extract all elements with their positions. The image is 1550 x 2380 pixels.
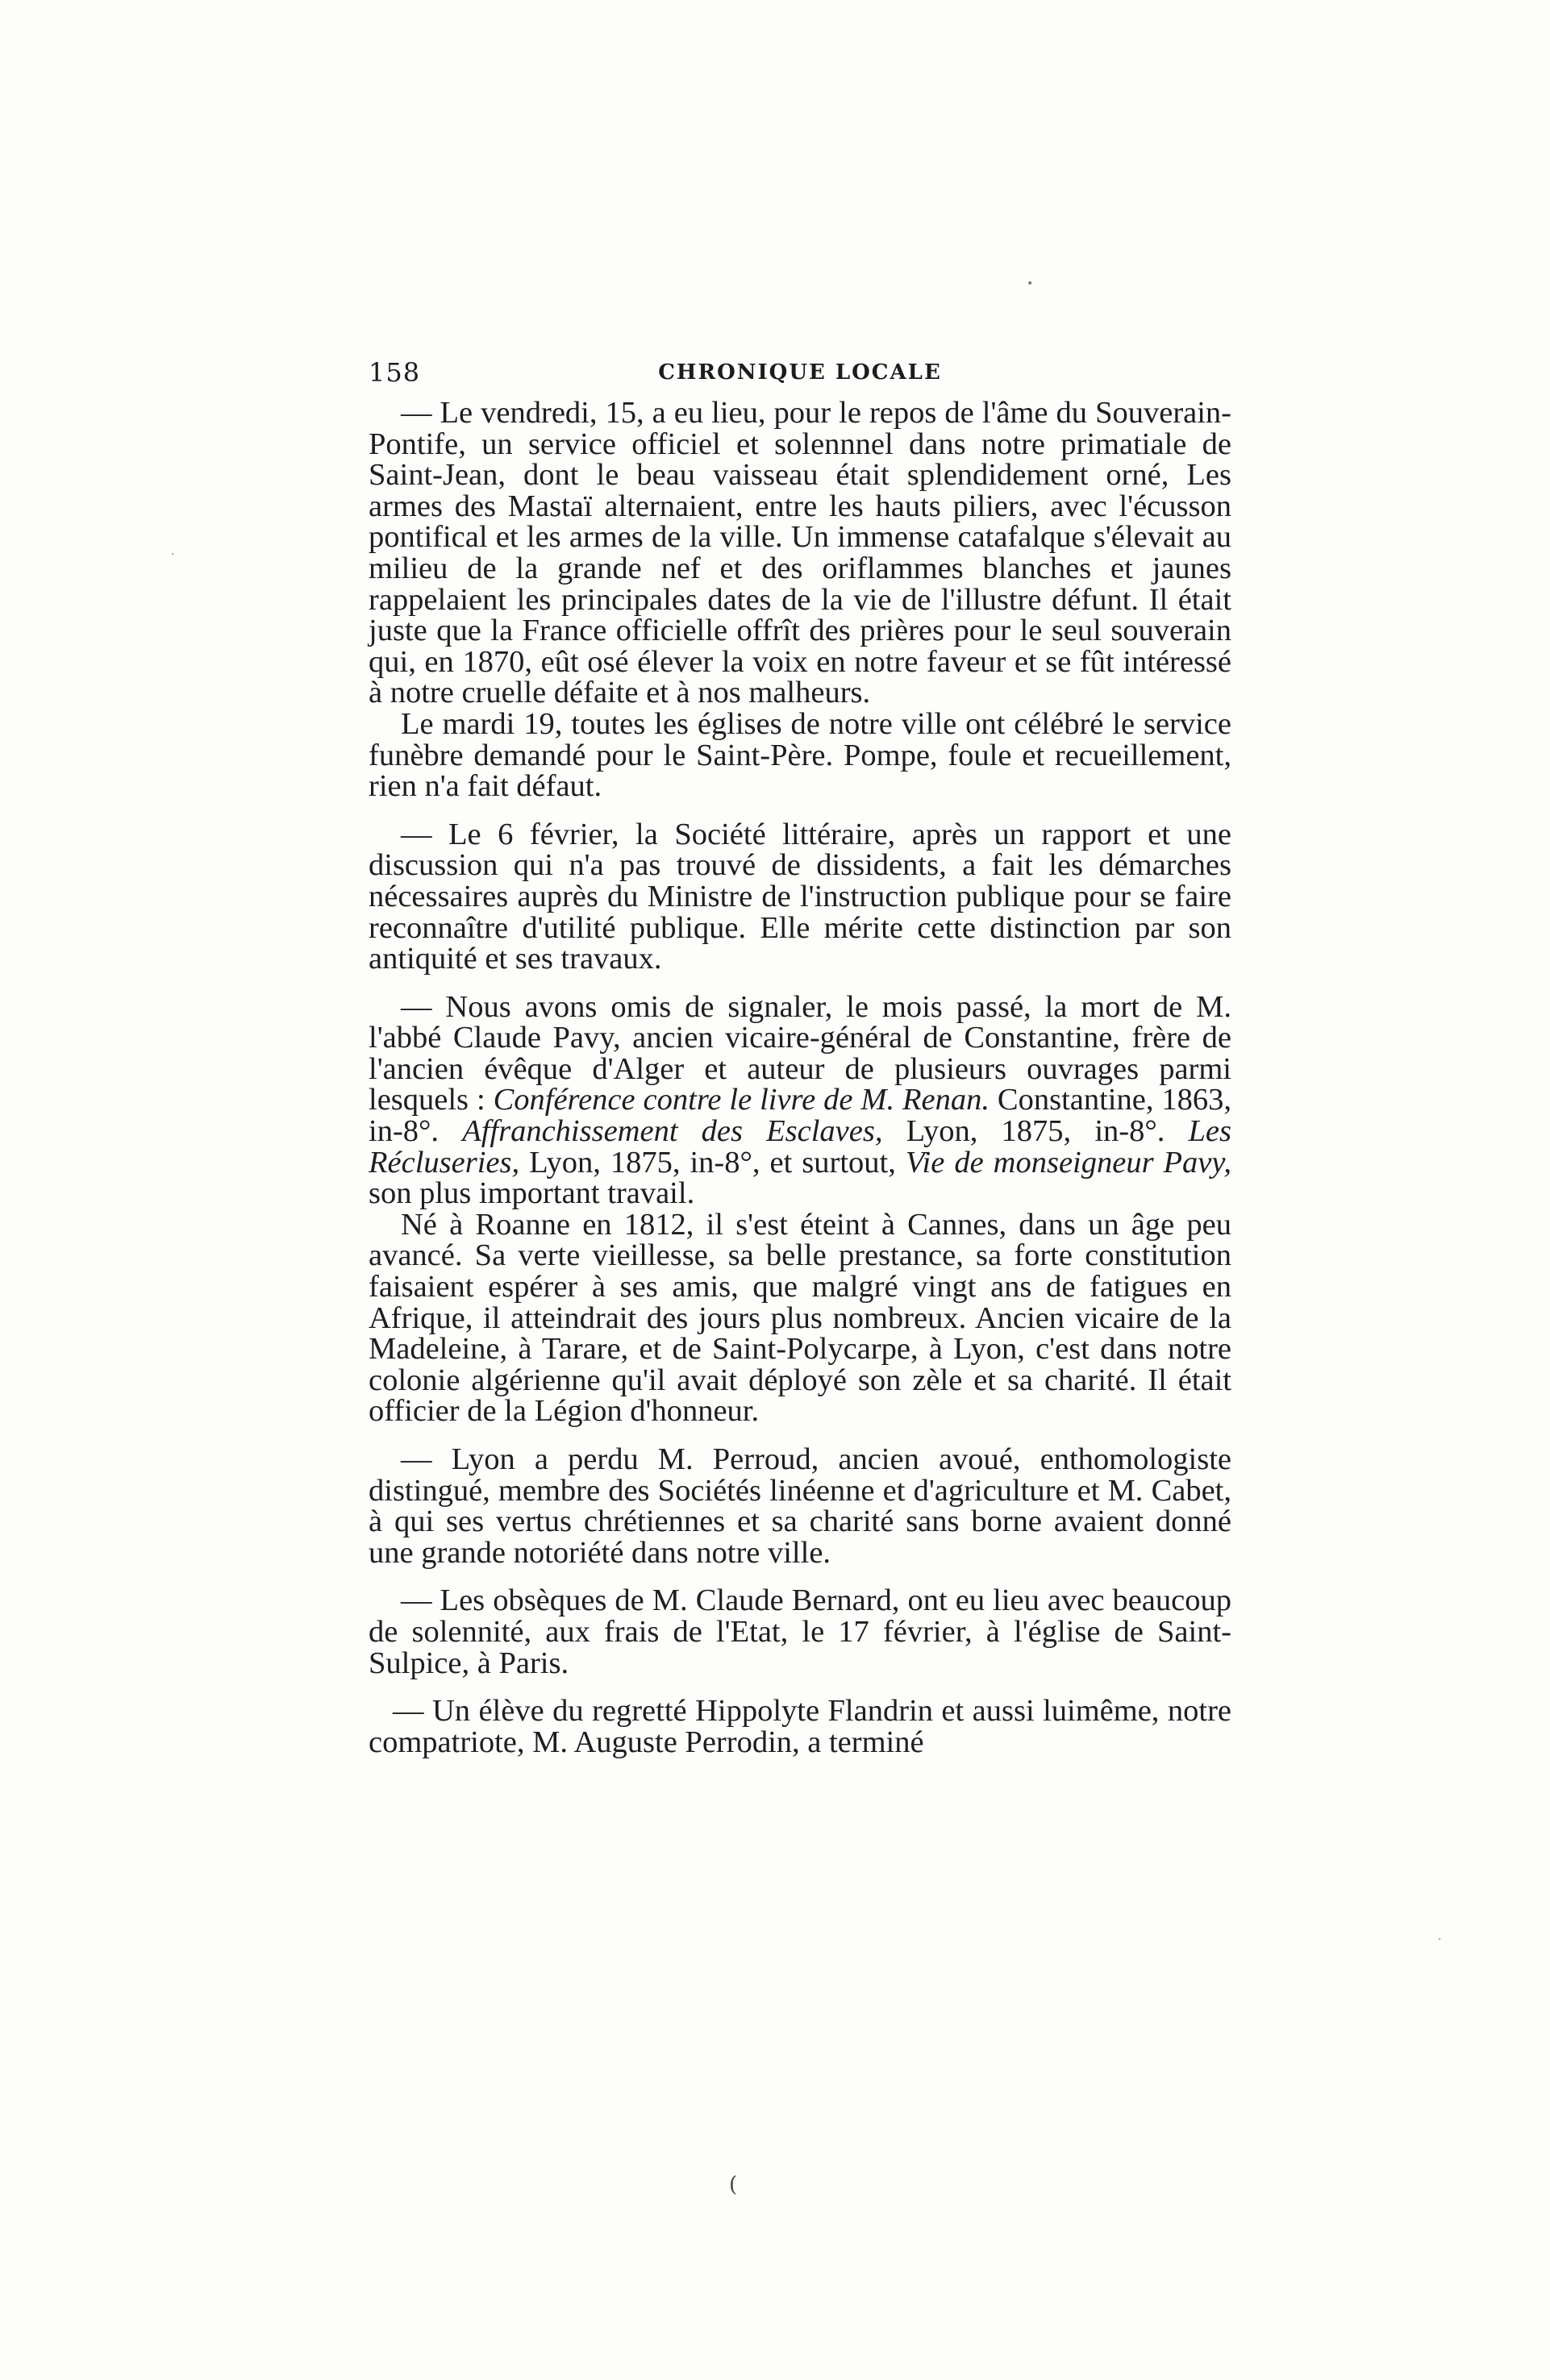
scan-speck: • — [1027, 277, 1034, 290]
paragraph-pavy-biography — [369, 1209, 1231, 1427]
body-text — [369, 397, 1231, 1758]
text-run: Né à Roanne en 1812, il s'est éteint à Cannes, dans un âge peu avancé. Sa verte vieillesse, sa belle prestance, sa forte constitution faisaient espérer à ses amis, que malgré vingt ans de fatigues en Afrique, il atteindrait des jours plus nombreux. Ancien vicaire de la Madeleine, à Tarare, et de Saint-Polycarpe, à Lyon, c'est dans notre colonie algérienne qu'il avait déployé son zèle et sa charité. Il était officier de la Légion d'honneur. — [369, 1207, 1231, 1429]
text-run: — Lyon a perdu M. Perroud, ancien avoué, enthomologiste distingué, membre des Sociétés linéenne et d'agriculture et M. Cabet, à qui ses vertus chrétiennes et sa charité sans borne avaient donné une grande notoriété dans notre ville. — [369, 1442, 1231, 1570]
paragraph-perroud-cabet — [369, 1444, 1231, 1568]
text-run: — Nous avons omis de signaler, le mois passé, la mort de M. l'abbé Claude Pavy, ancien vicaire-général de Constantine, frère de l'ancien évêque d'Alger et auteur de plusieurs ouvrages parmi lesquels : — [369, 989, 1231, 1117]
italic-title: Vie de monseigneur Pavy, — [905, 1145, 1231, 1180]
paragraph-perrodin — [369, 1696, 1231, 1758]
text-run: — Le 6 février, la Société littéraire, après un rapport et une discussion qui n'a pas trouvé de dissidents, a fait les démarches nécessaires auprès du Ministre de l'instruction publique pour se faire reconnaître d'utilité publique. Elle mérite cette distinction par son antiquité et ses travaux. — [369, 817, 1231, 976]
paragraph-literary-society — [369, 819, 1231, 975]
text-run: Constantine, 1863, in-8°. — [369, 1083, 1231, 1149]
text-run: — Les obsèques de M. Claude Bernard, ont eu lieu avec beaucoup de solennité, aux frais de l'Etat, le 17 février, à l'église de Saint-Sulpice, à Paris. — [369, 1583, 1231, 1680]
text-run: son plus important travail. — [369, 1176, 695, 1211]
scan-speck: · — [171, 548, 175, 561]
footer-mark: ( — [729, 2173, 738, 2197]
text-run: — Le vendredi, 15, a eu lieu, pour le repos de l'âme du Souverain-Pontife, un service officiel et solennnel dans notre primatiale de Saint-Jean, dont le beau vaisseau était splendidement orné, Les armes des Mastaï alternaient, entre les hauts piliers, avec l'écusson pontifical et les armes de la ville. Un immense catafalque s'élevait au milieu de la grande nef et des oriflammes blanches et jaunes rappelaient les principales dates de la vie de l'illustre défunt. Il était juste que la France officielle offrît des prières pour le seul souverain qui, en 1870, eût osé élever la voix en notre faveur et se fût intéressé à notre cruelle défaite et à nos malheurs. — [369, 396, 1231, 710]
italic-title: Conférence contre le livre de M. Renan. — [493, 1083, 990, 1117]
paragraph-abbe-pavy — [369, 989, 1231, 1211]
text-run: Lyon, 1875, in-8°, et surtout, — [519, 1145, 906, 1180]
text-run: Le mardi 19, toutes les églises de notre ville ont célébré le service funèbre demandé pour le Saint-Père. Pompe, foule et recueillement, rien n'a fait défaut. — [369, 706, 1231, 804]
italic-title: Affranchissement des Esclaves, — [462, 1114, 883, 1149]
paragraph-claude-bernard — [369, 1585, 1231, 1679]
text-run: Lyon, 1875, in-8°. — [882, 1114, 1189, 1149]
italic-title: Les Récluseries, — [369, 1114, 1231, 1180]
paragraph-pope-service — [369, 397, 1231, 709]
paragraph-churches-service — [369, 706, 1231, 804]
running-title: CHRONIQUE LOCALE — [658, 360, 942, 385]
page-header — [369, 357, 1231, 389]
scan-speck: · — [1438, 1933, 1442, 1946]
page-number: 158 — [369, 357, 421, 388]
text-run: — Un élève du regretté Hippolyte Flandrin et aussi luimême, notre compatriote, M. Auguste Perrodin, a terminé — [369, 1694, 1231, 1759]
